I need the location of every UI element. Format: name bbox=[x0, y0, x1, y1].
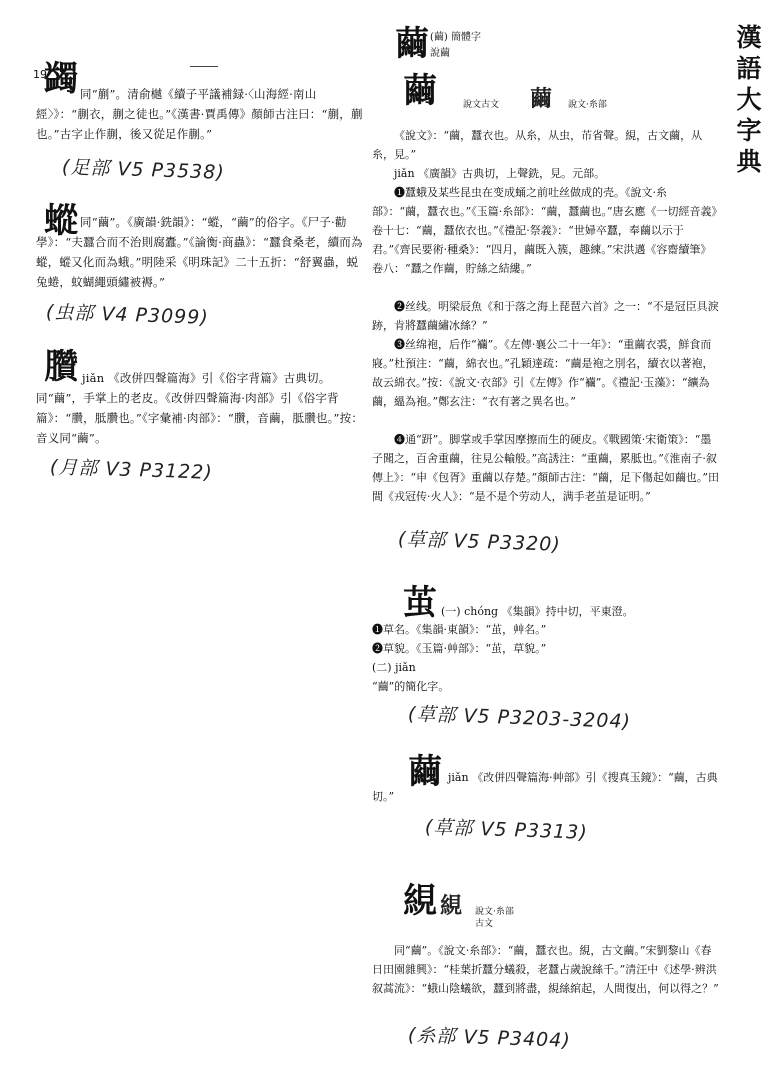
top-entry-sense-2: ❷丝线。明梁辰魚《和于落之海上琵琶六首》之一：“不是冠臣具淚跡，肯將蠶繭繡冰絲？” bbox=[372, 300, 719, 332]
top-rule bbox=[190, 66, 218, 67]
bottom-entry-headword: 絸 bbox=[403, 881, 437, 921]
chong-entry-handwritten-note: (草部 V5 P3203-3204) bbox=[407, 703, 632, 733]
bottom-entry-label-1: 說文·糸部 bbox=[475, 907, 514, 917]
top-entry-sense-1: ❶蠶蛾及某些昆虫在变成蛹之前吐丝做成的壳。《說文·糸部》：“繭，蠶衣也。”《玉篇·糸部》：“繭，蠶繭也。”唐玄應《一切經音義》卷十七：“繭，蠶依衣也。”《禮記·祭義》：“世婦卒蠶，奉繭以示于君。”《齊民要術·種桑》：“四月，繭既入簇，趣練。”宋洪邁《容齋續筆》卷八：“蠶之作繭，貯絲之結縷。” bbox=[372, 186, 717, 275]
jian-entry-handwritten-note: (草部 V5 P3313) bbox=[424, 816, 589, 844]
entry1-handwritten-note: (足部 V5 P3538) bbox=[61, 156, 226, 184]
page-number: 19 bbox=[33, 68, 47, 81]
bottom-entry-label-2: 古文 bbox=[475, 919, 494, 929]
bottom-entry-text: 同“繭”。《說文·糸部》：“繭，蠶衣也。絸，古文繭。”宋劉黎山《春日田園雜興》：“桂葉折蠶分蟻殺，老蠶占歲說絲千。”清汪中《述學·辨洪叙蒿流》：“蛾山陰蟻欲，蠶到將盡，絸絲綰起，人間復出，何以得之？” bbox=[372, 944, 719, 995]
top-entry-sublabel: 說繭 bbox=[430, 48, 450, 59]
chong-entry-sense-2: ❷草貌。《玉篇·艸部》：“茧，草貌。” bbox=[372, 642, 547, 655]
entry3-headword: 臢 bbox=[44, 347, 78, 387]
chong-entry-reading: (一) chóng 《集韻》持中切，平東澄。 bbox=[441, 605, 634, 618]
entry2-handwritten-note: (虫部 V4 P3099) bbox=[45, 301, 210, 329]
bottom-entry-handwritten-note: (糸部 V5 P3404) bbox=[407, 1024, 572, 1052]
entry2-text: 同“繭”。《廣韻·銑韻》：“䗥，“繭”的俗字。《尸子·勸學》：“夫蠶合而不治則腐蠹。”《論衡·商蟲》：“蠶食桑老，續而為䗥，䗥又化而為蛾。”明陸采《明珠記》二十五折：“舒翼蟲，蜕兔蜷，蚊蝴繩頭繡被褥。” bbox=[36, 215, 363, 289]
top-entry-label: (繭) 簡體字 bbox=[430, 32, 481, 43]
top-entry-shuowen: 《說文》：“繭，蠶衣也。从糸，从虫，芇省聲。絸，古文繭，从糸，見。” bbox=[372, 129, 703, 161]
entry3-text: jiǎn 《改併四聲篇海》引《俗字背篇》古典切。同“繭”，手掌上的老皮。《改併四聲篇海·肉部》引《俗字背篇》：“臢，胝臢也。”《字彙補·肉部》：“臢，音繭，胝臢也。”按：音义同“繭”。 bbox=[36, 371, 364, 445]
top-entry-headword: 繭 bbox=[395, 24, 429, 64]
entry2-headword: 䗥 bbox=[44, 201, 78, 241]
top-entry-handwritten-note: (草部 V5 P3320) bbox=[397, 528, 562, 556]
book-title bbox=[734, 22, 764, 177]
entry1-text: 同“蒯”。清俞樾《續子平議補録·〈山海經·南山經〉》：“蒯衣，蒯之徒也。”《漢書·賈禹傳》顏師古注曰：“蒯，蒯也。”古字止作蒯，後又從足作蒯。” bbox=[36, 87, 363, 141]
top-entry-variant-label-2: 說文·糸部 bbox=[568, 100, 607, 110]
top-entry-sense-4: ❹通“趼”。脚掌或手掌因摩擦而生的硬皮。《戰國策·宋衛策》：“墨子聞之，百舍重繭，往見公輸般。”高誘注：“重繭，累胝也。”《淮南子·叙傳上》：“申《包胥》重繭以存楚。”顏師古注：“繭，足下傷起如繭也。”田間《戎冠传·火人》：“是不是个劳动人，满手老茧是证明。” bbox=[372, 433, 719, 503]
top-entry-variant-label-1: 說文古文 bbox=[463, 100, 500, 110]
top-entry-sense-3: ❸丝绵袍，后作“襺”。《左傳·襄公二十一年》：“重繭衣裘，鮮食而寢。”杜預注：“繭，綿衣也。”孔穎達疏：“繭是袍之別名，續衣以著袍，故云綿衣。”按：《說文·衣部》引《左傳》作“襺”。《禮記·玉藻》：“纊為繭，縕為袍。”鄭玄注：“衣有著之異名也。” bbox=[372, 338, 714, 408]
chong-entry-sense-1: ❶草名。《集韻·東韻》：“茧，艸名。” bbox=[372, 623, 547, 636]
entry1-headword: 蠲 bbox=[44, 59, 78, 99]
top-entry-seal-2: 繭 bbox=[530, 86, 553, 112]
jian-entry-headword: 繭 bbox=[408, 752, 442, 792]
title-char-2: 語 bbox=[736, 54, 762, 83]
jian-entry-text: jiǎn 《改併四聲篇海·艸部》引《搜真玉鏡》：“繭，古典切。” bbox=[372, 771, 718, 803]
title-char-1: 漢 bbox=[736, 23, 762, 52]
title-char-5: 典 bbox=[736, 147, 762, 176]
entry3-handwritten-note: (月部 V3 P3122) bbox=[49, 456, 214, 484]
chong-entry-simplified: “繭”的簡化字。 bbox=[372, 680, 450, 693]
top-entry-seal-1: 繭 bbox=[403, 71, 437, 111]
bottom-entry-seal: 絸 bbox=[440, 893, 463, 919]
title-char-3: 大 bbox=[736, 85, 762, 114]
top-entry-pinyin: jiǎn 《廣韻》古典切，上聲銑，見。元部。 bbox=[394, 167, 606, 180]
chong-entry-reading-2: (二) jiǎn bbox=[372, 661, 416, 674]
chong-entry-headword: 茧 bbox=[403, 583, 437, 623]
title-char-4: 字 bbox=[736, 116, 762, 145]
